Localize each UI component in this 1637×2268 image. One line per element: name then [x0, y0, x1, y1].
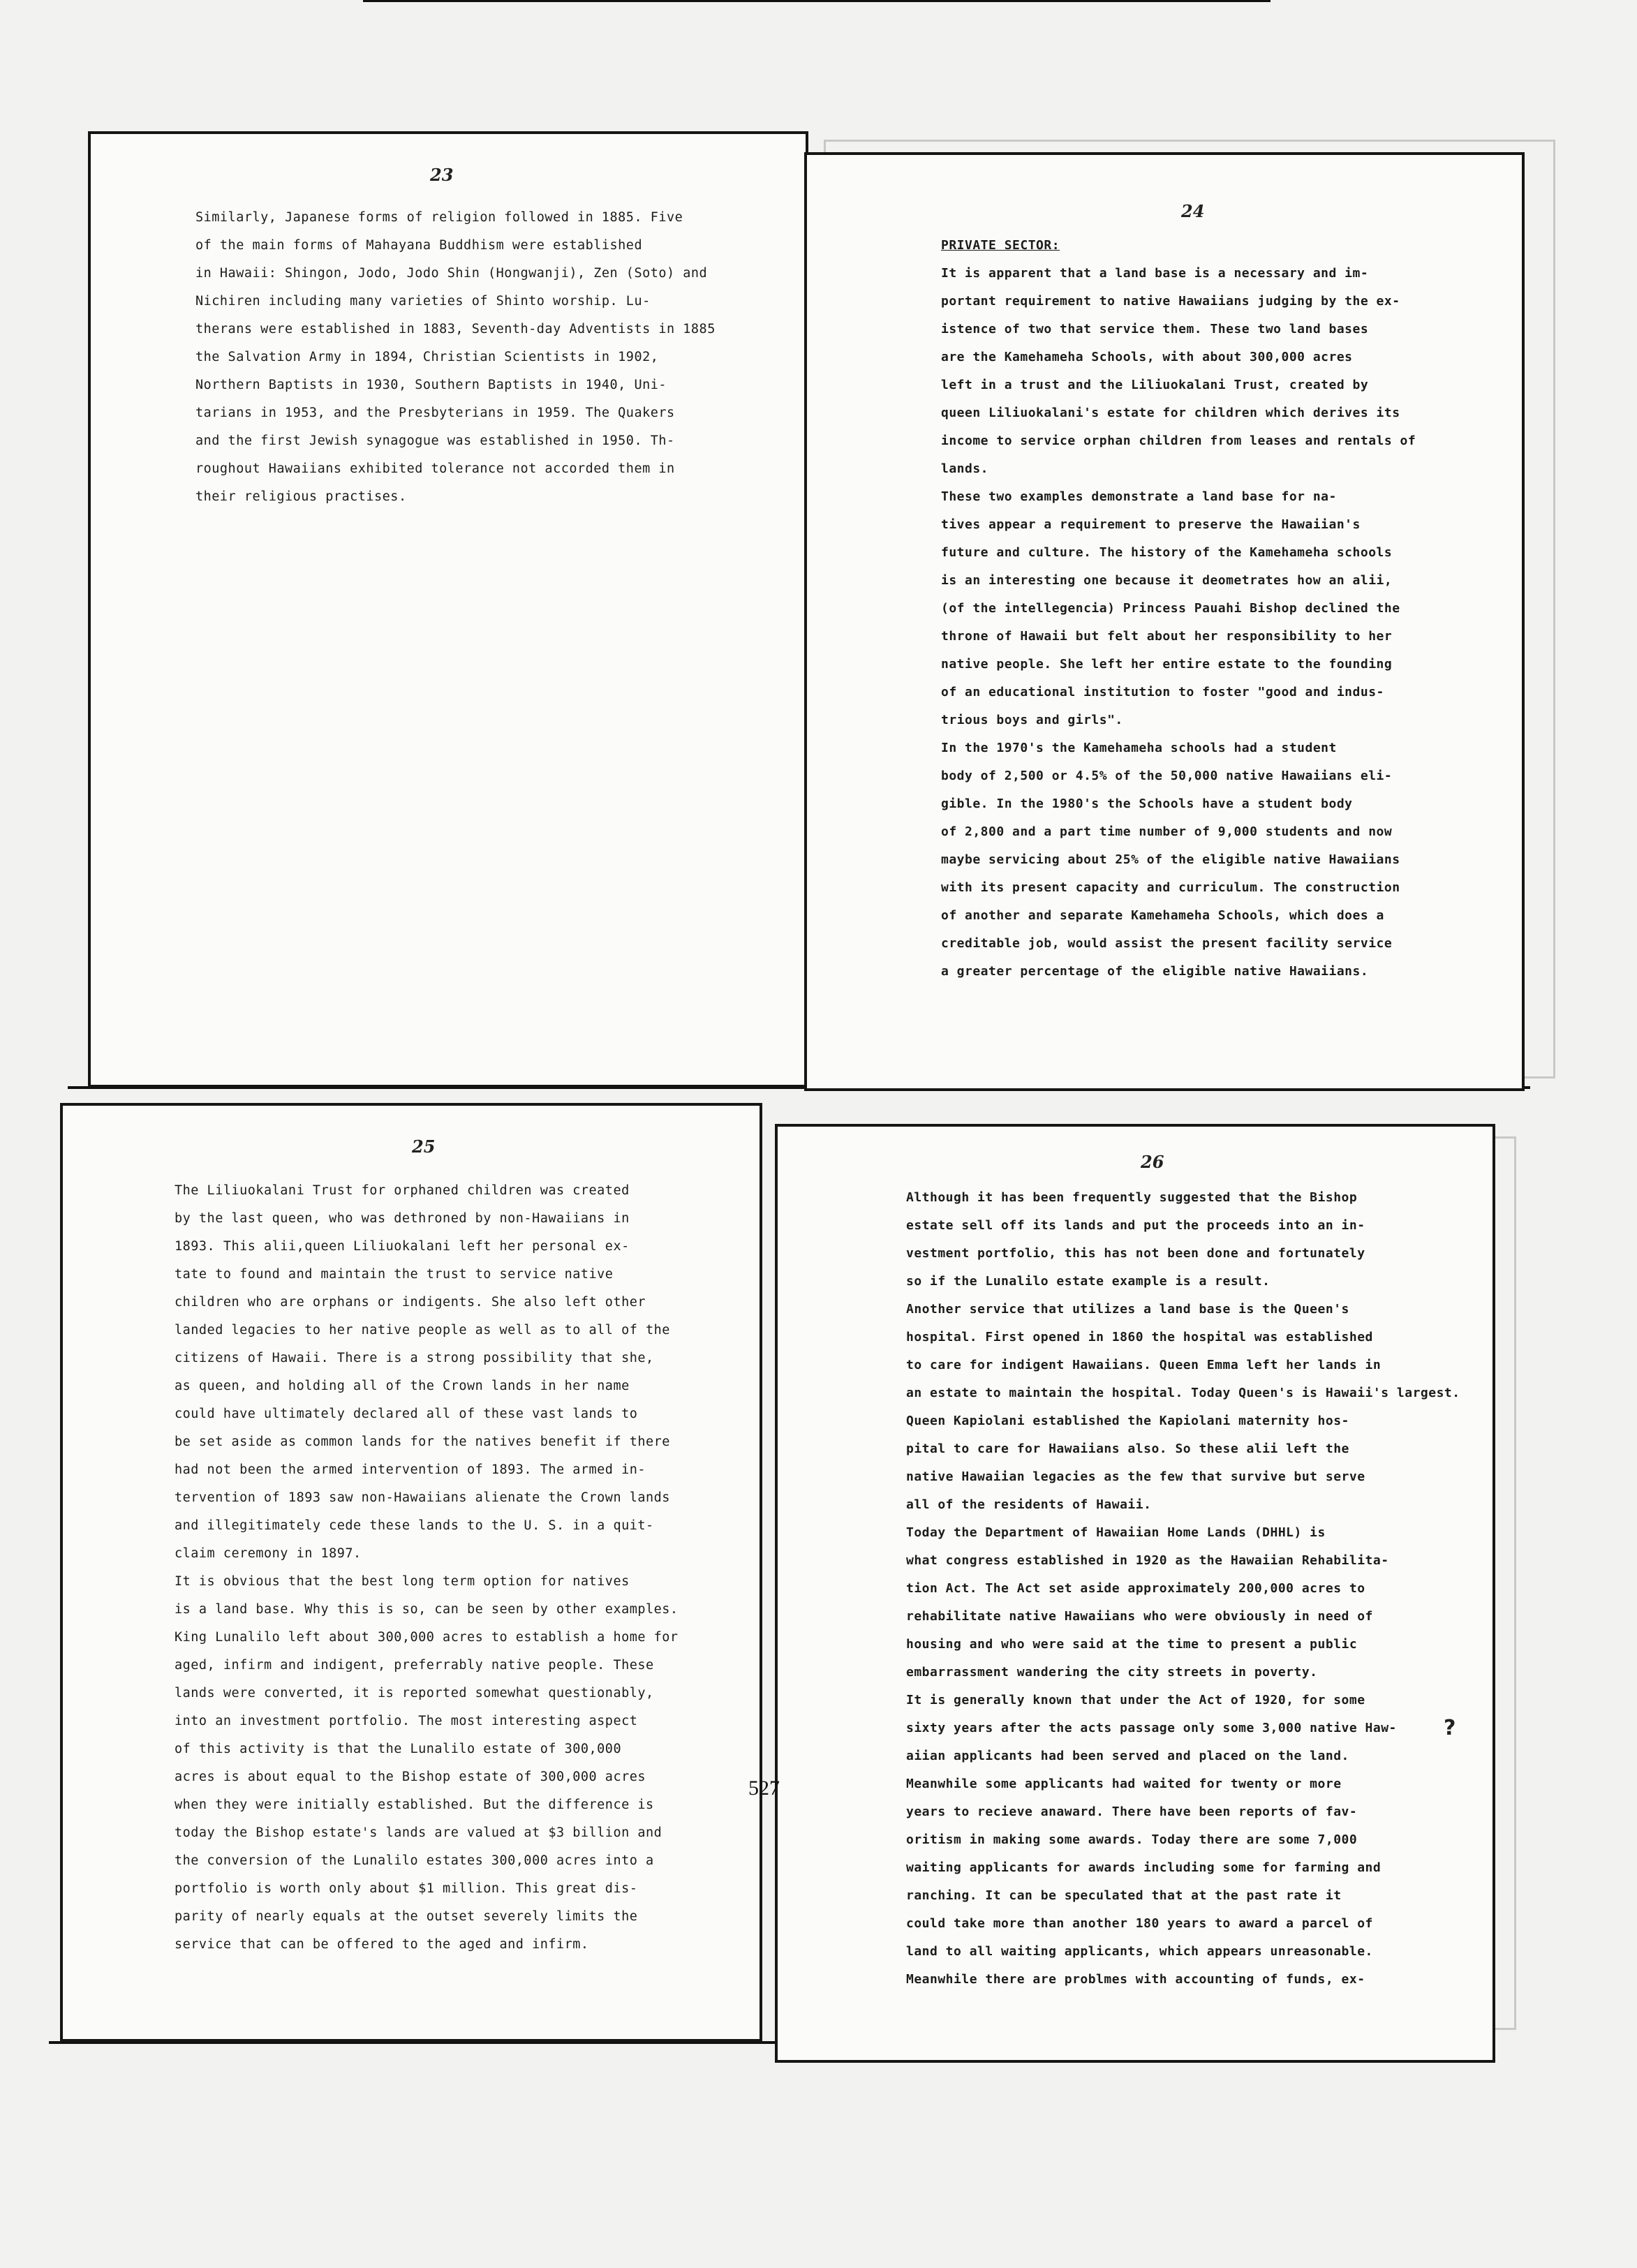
text-line: creditable job, would assist the present facility service: [941, 936, 1393, 951]
text-line: of 2,800 and a part time number of 9,000 students and now: [941, 824, 1393, 839]
text-line: tion Act. The Act set aside approximately 200,000 acres to: [906, 1581, 1365, 1596]
text-line: claim ceremony in 1897.: [175, 1546, 362, 1561]
text-line: It is obvious that the best long term option for natives: [175, 1574, 630, 1589]
text-line: istence of two that service them. These two land bases: [941, 322, 1369, 336]
text-line: an estate to maintain the hospital. Today Queen's is Hawaii's largest.: [906, 1386, 1460, 1400]
text-line: so if the Lunalilo estate example is a result.: [906, 1274, 1271, 1289]
text-line: sixty years after the acts passage only some 3,000 native Haw-: [906, 1721, 1397, 1735]
text-line: Northern Baptists in 1930, Southern Baptists in 1940, Uni-: [195, 378, 667, 392]
text-line: children who are orphans or indigents. She also left other: [175, 1295, 646, 1310]
text-line: lands.: [941, 461, 989, 476]
text-line: could have ultimately declared all of these vast lands to: [175, 1407, 638, 1421]
text-line: of another and separate Kamehameha Schools, which does a: [941, 908, 1384, 923]
panel-page-number: 26: [1141, 1152, 1164, 1172]
text-line: and the first Jewish synagogue was established in 1950. Th-: [195, 433, 675, 448]
text-line: tate to found and maintain the trust to service native: [175, 1267, 614, 1282]
text-line: The Liliuokalani Trust for orphaned children was created: [175, 1183, 630, 1198]
text-line: of the main forms of Mahayana Buddhism were established: [195, 238, 643, 253]
panel-page-number: 24: [1181, 201, 1205, 221]
text-line: could take more than another 180 years to award a parcel of: [906, 1916, 1373, 1931]
text-line: future and culture. The history of the Kamehameha schools: [941, 545, 1393, 560]
text-line: the conversion of the Lunalilo estates 300,000 acres into a: [175, 1853, 654, 1868]
text-line: oritism in making some awards. Today there are some 7,000: [906, 1832, 1358, 1847]
text-line: all of the residents of Hawaii.: [906, 1497, 1152, 1512]
text-line: embarrassment wandering the city streets in poverty.: [906, 1665, 1318, 1680]
text-line: had not been the armed intervention of 1893. The armed in-: [175, 1462, 646, 1477]
text-line: maybe servicing about 25% of the eligible native Hawaiians: [941, 852, 1400, 867]
text-line: housing and who were said at the time to present a public: [906, 1637, 1358, 1652]
page-panel-26: [775, 1124, 1495, 2063]
text-line: and illegitimately cede these lands to the U. S. in a quit-: [175, 1518, 654, 1533]
text-line: acres is about equal to the Bishop estate of 300,000 acres: [175, 1770, 646, 1784]
text-line: King Lunalilo left about 300,000 acres to establish a home for: [175, 1630, 679, 1645]
text-line: gible. In the 1980's the Schools have a student body: [941, 796, 1353, 811]
text-line: in Hawaii: Shingon, Jodo, Jodo Shin (Hongwanji), Zen (Soto) and: [195, 266, 708, 281]
text-line: years to recieve anaward. There have been reports of fav-: [906, 1804, 1358, 1819]
text-line: landed legacies to her native people as well as to all of the: [175, 1323, 670, 1337]
text-line: rehabilitate native Hawaiians who were obviously in need of: [906, 1609, 1373, 1624]
text-line: It is apparent that a land base is a necessary and im-: [941, 266, 1369, 281]
text-line: land to all waiting applicants, which appears unreasonable.: [906, 1944, 1373, 1959]
text-line: lands were converted, it is reported somewhat questionably,: [175, 1686, 654, 1700]
text-line: portfolio is worth only about $1 million. This great dis-: [175, 1881, 638, 1896]
text-line: Similarly, Japanese forms of religion followed in 1885. Five: [195, 210, 683, 225]
text-line: parity of nearly equals at the outset severely limits the: [175, 1909, 638, 1924]
panel-body-text: [941, 232, 1416, 986]
text-line: with its present capacity and curriculum. The construction: [941, 880, 1400, 895]
page-panel-23: [88, 131, 808, 1088]
text-line: throne of Hawaii but felt about her responsibility to her: [941, 629, 1393, 644]
section-heading: PRIVATE SECTOR:: [941, 238, 1060, 253]
text-line: vestment portfolio, this has not been done and fortunately: [906, 1246, 1365, 1261]
text-line: by the last queen, who was dethroned by non-Hawaiians in: [175, 1211, 630, 1226]
folio-page-number: 527: [748, 1777, 780, 1800]
text-line: aged, infirm and indigent, preferrably native people. These: [175, 1658, 654, 1673]
text-line: left in a trust and the Liliuokalani Trust, created by: [941, 378, 1369, 392]
text-line: service that can be offered to the aged and infirm.: [175, 1937, 589, 1952]
text-line: to care for indigent Hawaiians. Queen Emma left her lands in: [906, 1358, 1382, 1372]
panel-body-text: [175, 1177, 679, 1959]
panel-page-number: 23: [430, 165, 454, 185]
text-line: estate sell off its lands and put the proceeds into an in-: [906, 1218, 1365, 1233]
text-line: are the Kamehameha Schools, with about 300,000 acres: [941, 350, 1353, 364]
text-line: trious boys and girls".: [941, 713, 1123, 727]
text-line: therans were established in 1883, Seventh-day Adventists in 1885: [195, 322, 716, 336]
text-line: tarians in 1953, and the Presbyterians in 1959. The Quakers: [195, 406, 675, 420]
text-line: portant requirement to native Hawaiians judging by the ex-: [941, 294, 1400, 309]
panel-page-number: 25: [412, 1136, 436, 1157]
margin-question-mark: ?: [1444, 1716, 1456, 1740]
text-line: hospital. First opened in 1860 the hospital was established: [906, 1330, 1373, 1344]
text-line: native people. She left her entire estate to the founding: [941, 657, 1393, 672]
text-line: 1893. This alii,queen Liliuokalani left her personal ex-: [175, 1239, 630, 1254]
text-line: Meanwhile some applicants had waited for twenty or more: [906, 1777, 1342, 1791]
text-line: income to service orphan children from leases and rentals of: [941, 433, 1416, 448]
text-line: a greater percentage of the eligible native Hawaiians.: [941, 964, 1369, 979]
page-panel-25: [60, 1103, 762, 2042]
text-line: In the 1970's the Kamehameha schools had a student: [941, 741, 1337, 755]
text-line: tervention of 1893 saw non-Hawaiians alienate the Crown lands: [175, 1490, 670, 1505]
text-line: Queen Kapiolani established the Kapiolani maternity hos-: [906, 1414, 1349, 1428]
text-line: Today the Department of Hawaiian Home Lands (DHHL) is: [906, 1525, 1326, 1540]
text-line: aiian applicants had been served and placed on the land.: [906, 1749, 1349, 1763]
text-line: Although it has been frequently suggested that the Bishop: [906, 1190, 1358, 1205]
text-line: These two examples demonstrate a land base for na-: [941, 489, 1337, 504]
text-line: ranching. It can be speculated that at the past rate it: [906, 1888, 1342, 1903]
text-line: Nichiren including many varieties of Shinto worship. Lu-: [195, 294, 651, 309]
text-line: be set aside as common lands for the natives benefit if there: [175, 1435, 670, 1449]
text-line: roughout Hawaiians exhibited tolerance not accorded them in: [195, 461, 675, 476]
text-line: is a land base. Why this is so, can be seen by other examples.: [175, 1602, 679, 1617]
top-rule: [363, 0, 1271, 2]
text-line: waiting applicants for awards including some for farming and: [906, 1860, 1382, 1875]
text-line: queen Liliuokalani's estate for children which derives its: [941, 406, 1400, 420]
text-line: tives appear a requirement to preserve the Hawaiian's: [941, 517, 1361, 532]
text-line: native Hawaiian legacies as the few that survive but serve: [906, 1469, 1365, 1484]
page-panel-24: [804, 152, 1525, 1091]
text-line: body of 2,500 or 4.5% of the 50,000 native Hawaiians eli-: [941, 769, 1393, 783]
panel-body-text: [195, 204, 716, 511]
text-line: Another service that utilizes a land base is the Queen's: [906, 1302, 1349, 1317]
text-line: into an investment portfolio. The most interesting aspect: [175, 1714, 638, 1728]
text-line: the Salvation Army in 1894, Christian Scientists in 1902,: [195, 350, 659, 364]
text-line: of an educational institution to foster "good and indus-: [941, 685, 1384, 699]
text-line: of this activity is that the Lunalilo estate of 300,000: [175, 1742, 622, 1756]
text-line: pital to care for Hawaiians also. So these alii left the: [906, 1441, 1349, 1456]
text-line: their religious practises.: [195, 489, 407, 504]
text-line: as queen, and holding all of the Crown lands in her name: [175, 1379, 630, 1393]
text-line: (of the intellegencia) Princess Pauahi Bishop declined the: [941, 601, 1400, 616]
text-line: what congress established in 1920 as the Hawaiian Rehabilita-: [906, 1553, 1389, 1568]
text-line: when they were initially established. But the difference is: [175, 1798, 654, 1812]
text-line: today the Bishop estate's lands are valued at $3 billion and: [175, 1825, 662, 1840]
panel-body-text: [906, 1184, 1460, 1994]
text-line: is an interesting one because it deometrates how an alii,: [941, 573, 1393, 588]
text-line: Meanwhile there are problmes with accounting of funds, ex-: [906, 1972, 1365, 1987]
text-line: It is generally known that under the Act of 1920, for some: [906, 1693, 1365, 1707]
text-line: citizens of Hawaii. There is a strong possibility that she,: [175, 1351, 654, 1365]
